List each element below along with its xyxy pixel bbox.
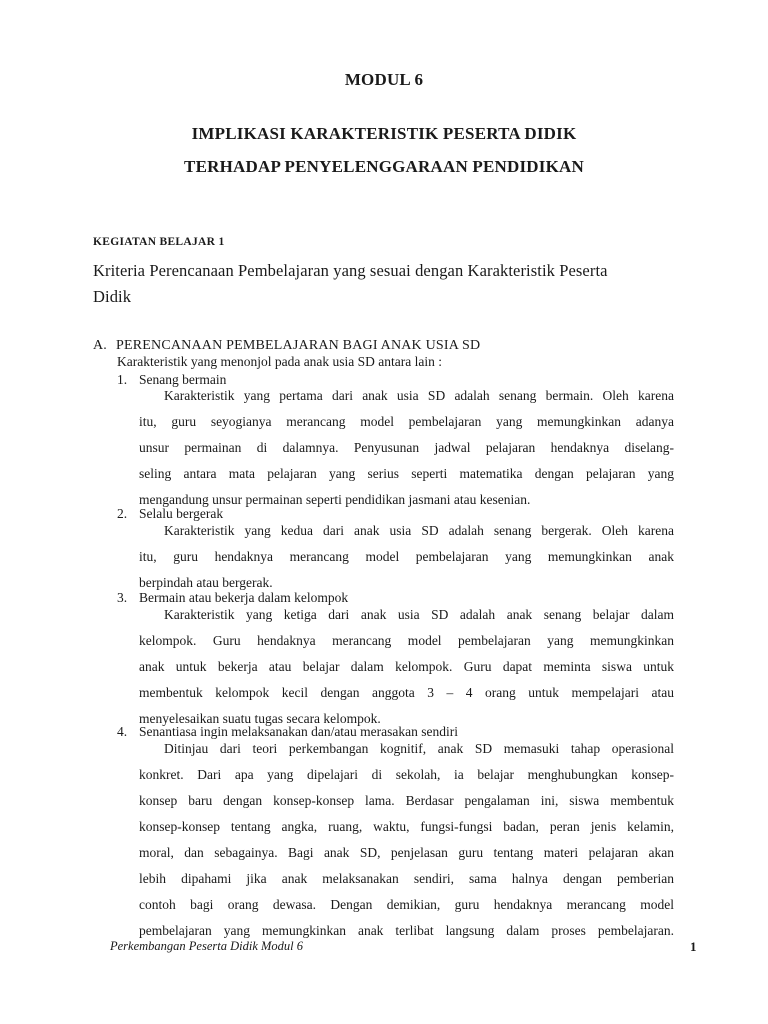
list-item-paragraph (139, 383, 674, 513)
list-item-title: Bermain atau bekerja dalam kelompok (139, 590, 349, 605)
module-title-line-2: TERHADAP PENYELENGGARAAN PENDIDIKAN (184, 157, 584, 176)
list-item-paragraph (139, 602, 674, 732)
paragraph-line: itu, guru seyogianya merancang model pembelajaran yang memungkinkan adanya (139, 414, 674, 429)
module-title-line-1: IMPLIKASI KARAKTERISTIK PESERTA DIDIK (191, 124, 577, 143)
paragraph-line: unsur permainan di dalamnya. Penyusunan jadwal pelajaran hendaknya diselang- (139, 440, 674, 455)
paragraph-line: pembelajaran yang memungkinkan anak terlibat langsung dalam proses pembelajaran. (139, 923, 674, 938)
paragraph-line: konsep baru dengan konsep-konsep lama. Berdasar pengalaman ini, siswa membentuk (139, 793, 674, 808)
list-item-title: Senang bermain (139, 372, 227, 387)
paragraph-line: konkret. Dari apa yang dipelajari di sekolah, ia belajar menghubungkan konsep- (139, 767, 674, 782)
paragraph-line: kelompok. Guru hendaknya merancang model pembelajaran yang memungkinkan (139, 633, 674, 648)
kegiatan-title-line-1: Kriteria Perencanaan Pembelajaran yang sesuai dengan Karakteristik Peserta (93, 261, 608, 280)
paragraph-line: moral, dan sebagainya. Bagi anak SD, penjelasan guru tentang materi pelajaran akan (139, 845, 674, 860)
section-intro: Karakteristik yang menonjol pada anak usia SD antara lain : (117, 354, 443, 369)
list-item-number: 1. (117, 372, 128, 387)
list-item-paragraph (139, 736, 674, 944)
section-title: PERENCANAAN PEMBELAJARAN BAGI ANAK USIA SD (116, 338, 481, 353)
paragraph-line: itu, guru hendaknya merancang model pembelajaran yang memungkinkan anak (139, 549, 674, 564)
list-item-title: Senantiasa ingin melaksanakan dan/atau merasakan sendiri (139, 724, 459, 739)
paragraph-line: anak untuk bekerja atau belajar dalam kelompok. Guru dapat meminta siswa untuk (139, 659, 674, 674)
page-number: 1 (690, 939, 697, 954)
paragraph-line: Karakteristik yang ketiga dari anak usia SD adalah anak senang belajar dalam (164, 607, 674, 622)
paragraph-line: Karakteristik yang pertama dari anak usia SD adalah senang bermain. Oleh karena (164, 388, 674, 403)
module-number-heading: MODUL 6 (344, 70, 424, 89)
paragraph-line: konsep-konsep tentang angka, ruang, waktu, fungsi-fungsi badan, peran jenis kelamin, (139, 819, 674, 834)
list-item-number: 2. (117, 506, 128, 521)
section-a-heading (93, 338, 480, 354)
kegiatan-belajar-label: KEGIATAN BELAJAR 1 (93, 236, 225, 248)
kegiatan-title-line-2: Didik (93, 287, 132, 306)
paragraph-line: berpindah atau bergerak. (139, 575, 273, 590)
paragraph-line: mengandung unsur permainan seperti pendidikan jasmani atau kesenian. (139, 492, 531, 507)
paragraph-line: contoh bagi orang dewasa. Dengan demikian, guru hendaknya merancang model (139, 897, 674, 912)
list-item-paragraph (139, 518, 674, 596)
paragraph-line: seling antara mata pelajaran yang serius seperti matematika dengan pelajaran yang (139, 466, 674, 481)
list-item-title: Selalu bergerak (139, 506, 224, 521)
paragraph-line: membentuk kelompok kecil dengan anggota 3 – 4 orang untuk mempelajari atau (139, 685, 674, 700)
list-item-number: 4. (117, 724, 128, 739)
section-letter: A. (93, 338, 108, 353)
paragraph-line: lebih dipahami jika anak melaksanakan sendiri, sama halnya dengan pemberian (139, 871, 674, 886)
footer-title: Perkembangan Peserta Didik Modul 6 (110, 939, 304, 953)
paragraph-line: Ditinjau dari teori perkembangan kognitif, anak SD memasuki tahap operasional (164, 741, 674, 756)
paragraph-line: menyelesaikan suatu tugas secara kelompok. (139, 711, 381, 726)
paragraph-line: Karakteristik yang kedua dari anak usia SD adalah senang bergerak. Oleh karena (164, 523, 674, 538)
list-item-number: 3. (117, 590, 128, 605)
